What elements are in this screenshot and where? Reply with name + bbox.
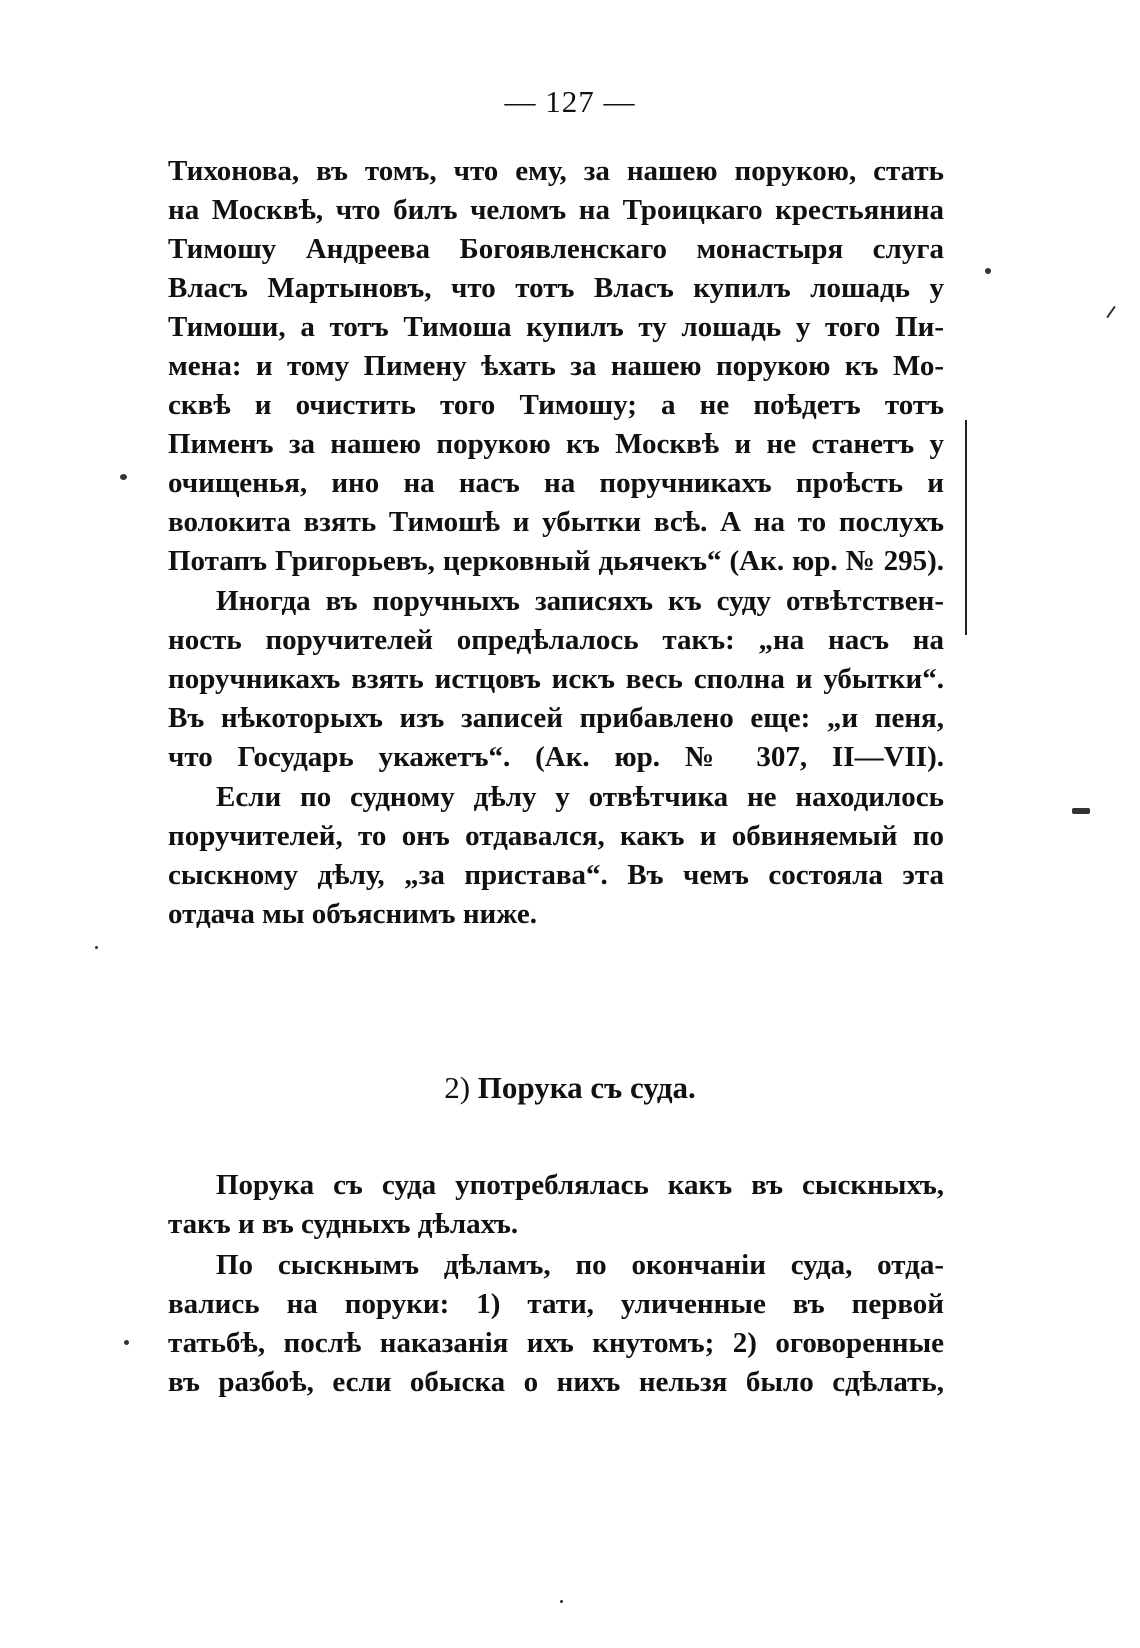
scan-speck [124,1340,129,1345]
scan-speck [1072,808,1090,814]
text-line: такъ и въ судныхъ дѣлахъ. [168,1208,519,1240]
text-line: очищенья, ино на насъ на поручникахъ проѣсть и [168,467,944,499]
text-line: Тихонова, въ томъ, что ему, за нашею порукою, стать [168,155,944,187]
text-line: въ разбоѣ, если обыска о нихъ нельзя было сдѣлать, [168,1366,944,1398]
scan-speck [985,268,991,274]
text-line: Порука съ суда употреблялась какъ въ сыскныхъ, [216,1169,944,1201]
text-line: Пименъ за нашею порукою къ Москвѣ и не станетъ у [168,428,944,460]
text-line: Потапъ Григорьевъ, церковный дьячекъ“ (Ак. юр. № 295). [168,545,944,577]
section-number: 2) [444,1070,471,1105]
text-line: поручителей, то онъ отдавался, какъ и обвиняемый по [168,820,944,852]
text-line: что Государь укажетъ“. (Ак. юр. № 307, II—VII). [168,741,944,773]
text-line: сыскному дѣлу, „за пристава“. Въ чемъ состояла эта [168,859,944,891]
text-line: Если по судному дѣлу у отвѣтчика не находилось [216,781,944,813]
page-number: — 127 — [504,84,636,119]
text-line: татьбѣ, послѣ наказанiя ихъ кнутомъ; 2) оговоренные [168,1327,944,1359]
scan-speck [1106,306,1116,319]
scan-speck [120,474,127,480]
margin-rule [965,420,967,635]
text-line: Власъ Мартыновъ, что тотъ Власъ купилъ лошадь у [168,272,944,304]
text-line: Тимошу Андреева Богоявленскаго монастыря слуга [168,233,944,265]
scan-speck [560,1600,563,1603]
text-line: отдача мы объяснимъ ниже. [168,898,537,930]
text-line: ность поручителей опредѣлалось такъ: „на насъ на [168,624,944,656]
text-line: вались на поруки: 1) тати, уличенные въ первой [168,1288,944,1320]
text-line: Тимоши, а тотъ Тимоша купилъ ту лошадь у того Пи- [168,311,944,343]
section-heading [0,1066,1140,1110]
section-title: Порука съ суда. [477,1070,696,1105]
text-line: мена: и тому Пимену ѣхать за нашею порукою къ Мо- [168,350,944,382]
text-line: Въ нѣкоторыхъ изъ записей прибавлено еще: „и пеня, [168,702,944,734]
text-line: По сыскнымъ дѣламъ, по окончанiи суда, отда- [216,1249,944,1281]
text-line: Иногда въ поручныхъ записяхъ къ суду отвѣтствен- [216,585,944,617]
scan-speck [95,946,98,949]
text-line: сквѣ и очистить того Тимошу; а не поѣдетъ тотъ [168,389,944,421]
text-line: поручникахъ взять истцовъ искъ весь сполна и убытки“. [168,663,944,695]
text-line: на Москвѣ, что билъ челомъ на Троицкаго крестьянина [168,194,944,226]
text-line: волокита взять Тимошѣ и убытки всѣ. А на то послухъ [168,506,944,538]
